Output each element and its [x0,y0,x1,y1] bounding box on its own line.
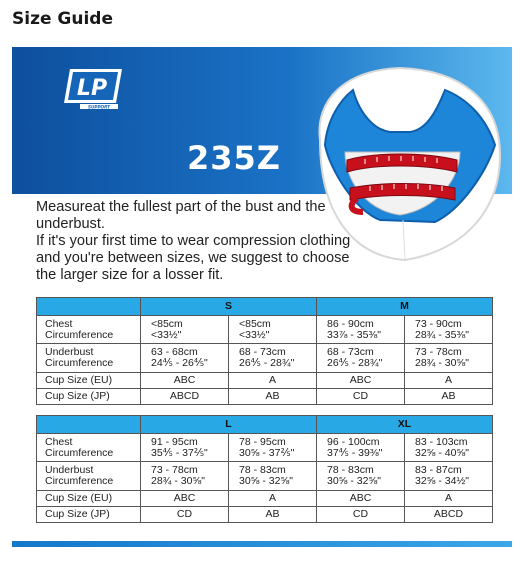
table-cell: 78 - 83cm 30⅝ - 32⅝" [317,462,405,491]
table-cell: 63 - 68cm 24⅘ - 26⅘" [141,344,229,373]
size-header-l: L [141,416,317,434]
instruction-size-advice: If it's your first time to wear compression clothing and you're between sizes, we suggest to choose the larger size for a losser fit. [36,233,351,283]
size-header-xl: XL [317,416,493,434]
row-label-underbust: Underbust Circumference [37,462,141,491]
table-cell: A [405,491,493,507]
logo-subtext: SUPPORT [87,104,111,110]
table-cell: A [229,373,317,389]
table-cell: 91 - 95cm 35⅘ - 37⅖" [141,434,229,462]
size-table-s-m [36,297,493,405]
table-cell: ABC [141,491,229,507]
size-header-m: M [317,298,493,316]
table-cell: ABC [141,373,229,389]
model-number: 235Z [187,139,281,177]
table-cell: ABC [317,491,405,507]
table-cell: CD [317,389,405,405]
row-label-chest: Chest Circumference [37,434,141,462]
row-label-cup-eu: Cup Size (EU) [37,491,141,507]
header-blank [37,416,141,434]
table-cell: 86 - 90cm 33⅞ - 35⅜" [317,316,405,344]
table-cell: 83 - 87cm 32⅝ - 34½" [405,462,493,491]
table-cell: 78 - 83cm 30⅝ - 32⅝" [229,462,317,491]
row-label-underbust: Underbust Circumference [37,344,141,373]
logo-text: LP [76,76,108,101]
table-cell: A [229,491,317,507]
instruction-measure: Measureat the fullest part of the bust and the underbust. [36,199,326,232]
table-cell: AB [229,389,317,405]
table-cell: 73 - 78cm 28¾ - 30⅝" [405,344,493,373]
table-cell: 96 - 100cm 37⅘ - 39⅜" [317,434,405,462]
table-cell: A [405,373,493,389]
table-cell: ABCD [405,507,493,523]
header-blank [37,298,141,316]
table-cell: 68 - 73cm 26⅘ - 28¾" [229,344,317,373]
row-label-cup-jp: Cup Size (JP) [37,389,141,405]
table-cell: <85cm <33½" [141,316,229,344]
table-cell: 83 - 103cm 32⅝ - 40⅝" [405,434,493,462]
table-cell: 73 - 90cm 28¾ - 35⅜" [405,316,493,344]
table-cell: ABC [317,373,405,389]
table-cell: CD [317,507,405,523]
table-cell: <85cm <33½" [229,316,317,344]
measurement-instructions [36,199,366,284]
row-label-cup-jp: Cup Size (JP) [37,507,141,523]
size-table-l-xl [36,415,493,523]
table-cell: 78 - 95cm 30⅝ - 37⅖" [229,434,317,462]
row-label-chest: Chest Circumference [37,316,141,344]
table-cell: AB [405,389,493,405]
table-cell: AB [229,507,317,523]
row-label-cup-eu: Cup Size (EU) [37,373,141,389]
table-cell: ABCD [141,389,229,405]
table-cell: 68 - 73cm 26⅘ - 28¾" [317,344,405,373]
page-title: Size Guide [12,9,113,29]
size-header-s: S [141,298,317,316]
lp-logo [62,67,124,111]
table-cell: 73 - 78cm 28¾ - 30⅝" [141,462,229,491]
table-cell: CD [141,507,229,523]
footer-bar [12,541,512,547]
